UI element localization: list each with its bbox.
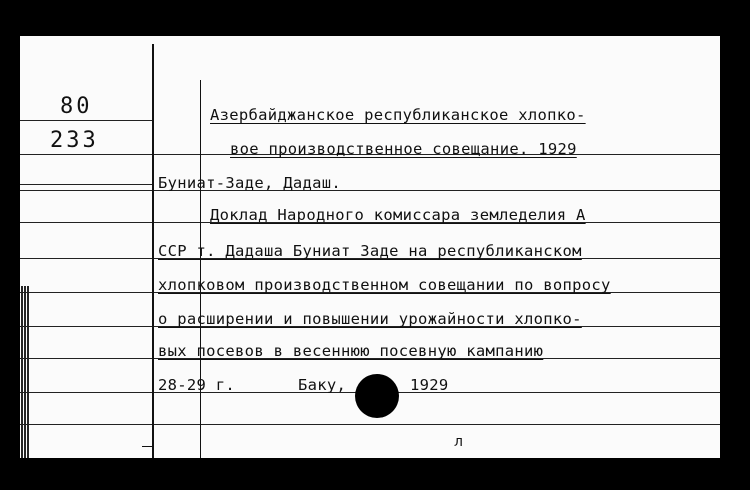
text-line-2: вое производственное совещание. 1929 <box>230 140 577 158</box>
text-line-1: Азербайджанское республиканское хлопко- <box>210 106 586 124</box>
card-edge-grain <box>20 286 30 458</box>
rule-line <box>20 184 152 185</box>
text-line-8: вых посевов в весеннюю посевную кампанию <box>158 342 544 360</box>
text-line-6: хлопковом производственном совещании по вопросу <box>158 276 611 294</box>
catalog-card <box>20 36 720 458</box>
rule-line <box>20 424 720 425</box>
tick-mark <box>142 446 152 447</box>
card-number-bottom: 233 <box>50 128 99 153</box>
bottom-mark: л <box>454 434 463 450</box>
text-line-5: ССР т. Дадаша Буниат Заде на республиканском <box>158 242 582 260</box>
text-line-7: о расширении и повышении урожайности хлопко- <box>158 310 582 328</box>
author-line: Буниат-Заде, Дадаш. <box>158 174 342 192</box>
rule-line <box>20 120 152 121</box>
text-line-year: 1929 <box>410 376 449 394</box>
card-number-top: 80 <box>60 94 93 119</box>
ink-blot <box>355 374 399 418</box>
margin-line <box>152 44 154 458</box>
text-line-date: 28-29 г. <box>158 376 236 394</box>
text-line-4: Доклад Народного комиссара земледелия А <box>210 206 586 224</box>
rule-line <box>20 190 720 191</box>
text-line-place: Баку, <box>298 376 347 394</box>
indent-line <box>200 80 201 458</box>
